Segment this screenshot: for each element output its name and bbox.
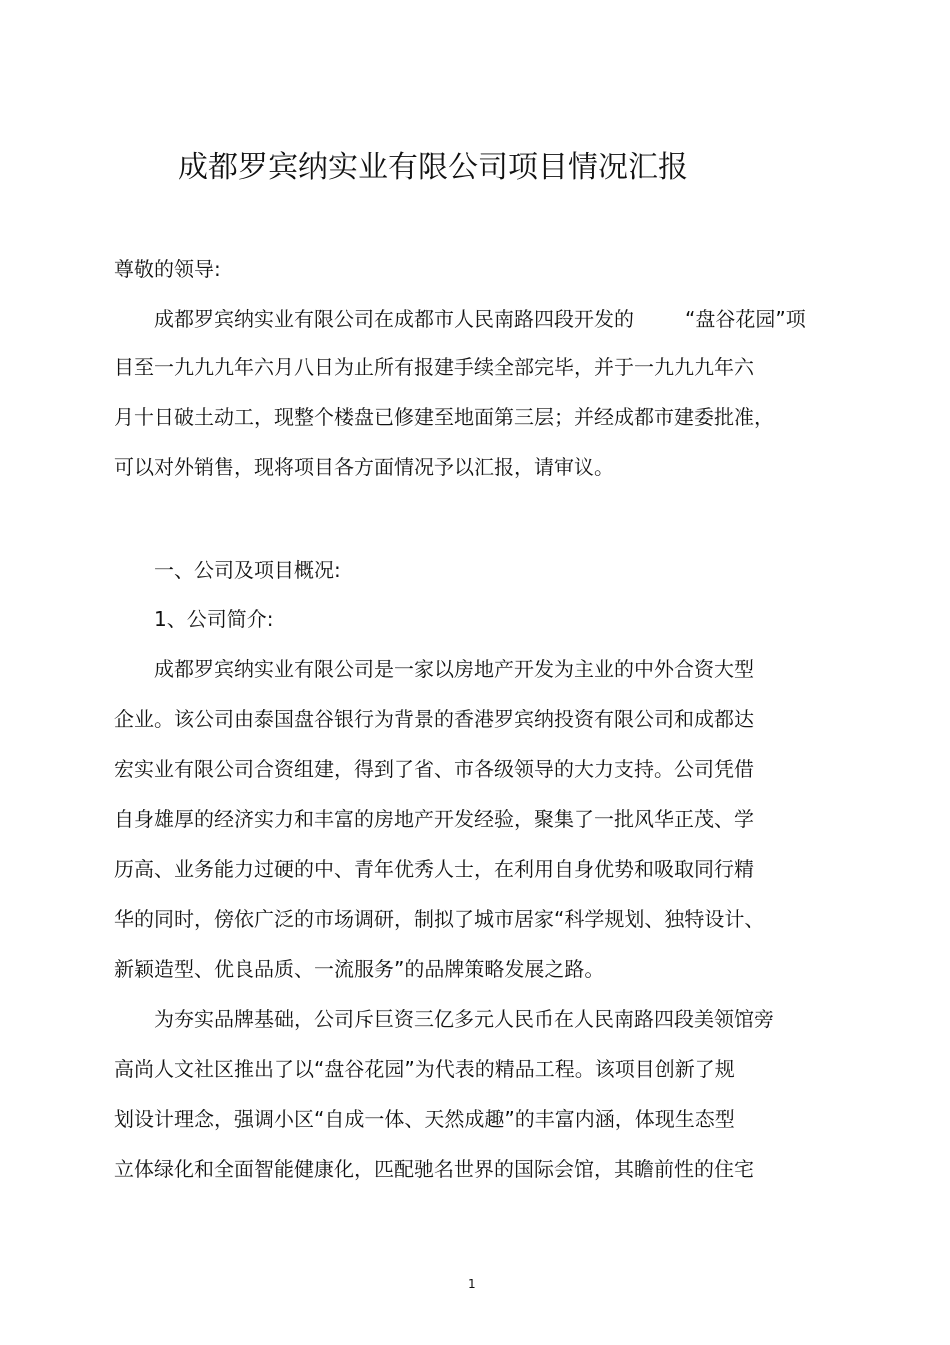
paragraph1-line-5: 历高、业务能力过硬的中、青年优秀人士，在利用自身优势和吸取同行精 <box>114 857 754 881</box>
intro-line-1-quote: “盘谷花园”项 <box>685 307 806 331</box>
paragraph2-line-1: 为夯实品牌基础，公司斥巨资三亿多元人民币在人民南路四段美领馆旁 <box>154 1007 774 1031</box>
paragraph1-line-1: 成都罗宾纳实业有限公司是一家以房地产开发为主业的中外合资大型 <box>154 657 754 681</box>
paragraph1-line-3: 宏实业有限公司合资组建，得到了省、市各级领导的大力支持。公司凭借 <box>114 757 754 781</box>
paragraph1-line-7: 新颖造型、优良品质、一流服务”的品牌策略发展之路。 <box>114 957 605 981</box>
section-heading: 一、公司及项目概况: <box>154 558 341 582</box>
intro-line-1: 成都罗宾纳实业有限公司在成都市人民南路四段开发的 <box>154 307 634 331</box>
intro-line-4: 可以对外销售，现将项目各方面情况予以汇报，请审议。 <box>114 455 614 479</box>
paragraph1-line-4: 自身雄厚的经济实力和丰富的房地产开发经验，聚集了一批风华正茂、学 <box>114 807 754 831</box>
paragraph2-line-3: 划设计理念，强调小区“自成一体、天然成趣”的丰富内涵，体现生态型 <box>114 1107 735 1131</box>
paragraph1-line-6: 华的同时，傍依广泛的市场调研，制拟了城市居家“科学规划、独特设计、 <box>114 907 765 931</box>
paragraph2-line-2: 高尚人文社区推出了以“盘谷花园”为代表的精品工程。该项目创新了规 <box>114 1057 735 1081</box>
document-title: 成都罗宾纳实业有限公司项目情况汇报 <box>178 150 688 185</box>
intro-line-3: 月十日破土动工，现整个楼盘已修建至地面第三层；并经成都市建委批准， <box>114 405 774 429</box>
intro-line-2: 目至一九九九年六月八日为止所有报建手续全部完毕，并于一九九九年六 <box>114 355 754 379</box>
page-number: 1 <box>468 1277 476 1291</box>
salutation: 尊敬的领导: <box>114 257 221 281</box>
paragraph2-line-4: 立体绿化和全面智能健康化，匹配驰名世界的国际会馆，其瞻前性的住宅 <box>114 1157 754 1181</box>
subsection-heading: 1、公司简介: <box>154 607 274 631</box>
paragraph1-line-2: 企业。该公司由泰国盘谷银行为背景的香港罗宾纳投资有限公司和成都达 <box>114 707 754 731</box>
